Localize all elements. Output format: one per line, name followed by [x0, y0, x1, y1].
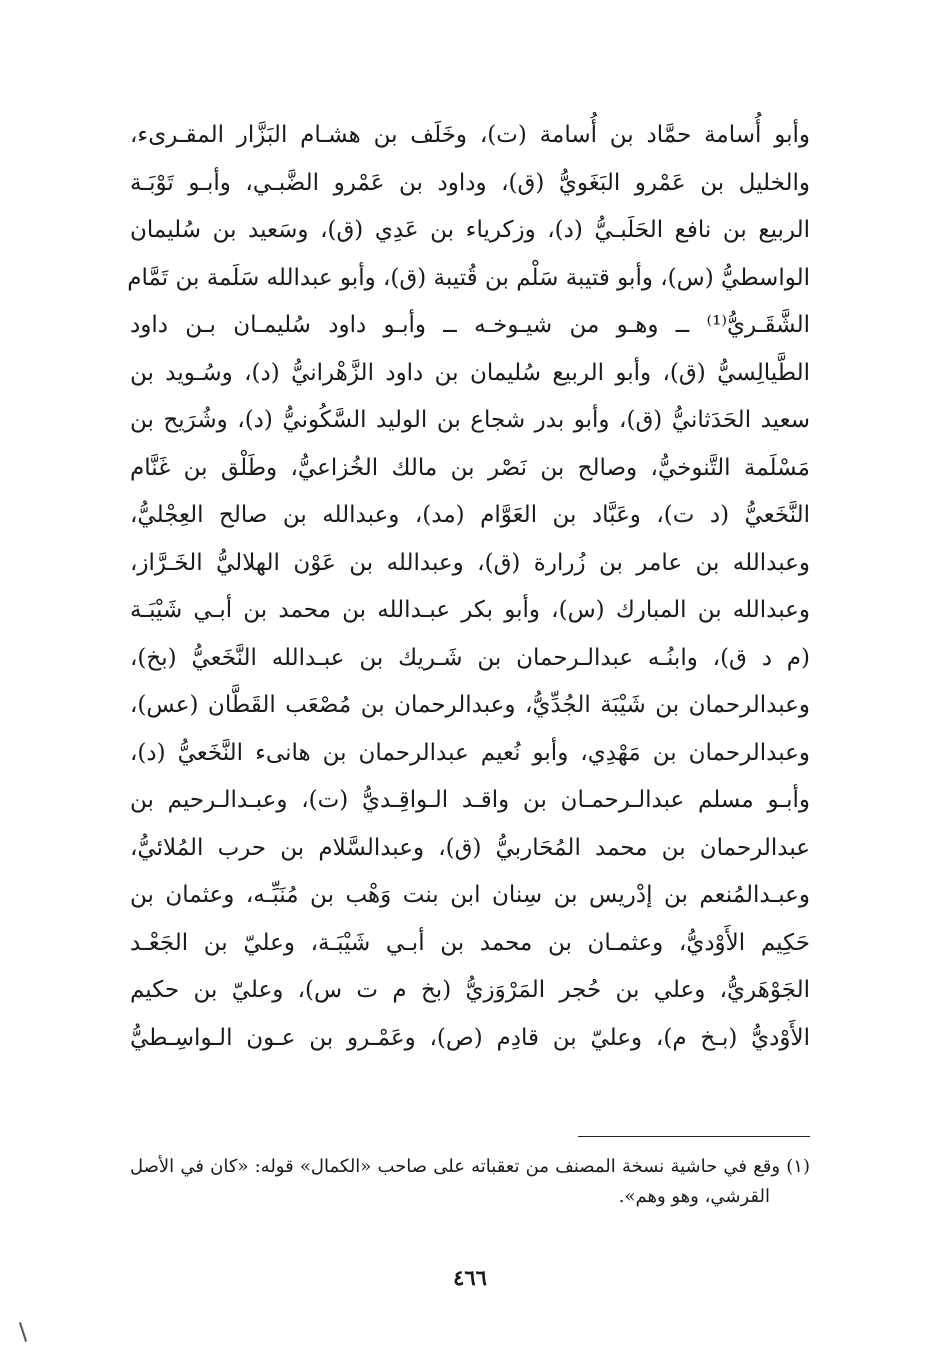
text-line: مَسْلَمة التَّنوخيُّ، وصالح بن نَصْر بن مالك الخُزاعيُّ، وطَلْق بن غَنَّام — [130, 454, 810, 481]
text-line: الواسطيُّ (س)، وأبو قتيبة سَلْم بن قُتيبة (ق)، وأبو عبدالله سَلَمة بن تَمَّام — [127, 264, 810, 291]
text-line: وعبـدالمُنعم بن إدْريس بن سِنان ابن بنت وَهْب بن مُنَبِّـه، وعثمان بن — [130, 882, 810, 908]
footnote-line: القرشي، وهو وهم». — [618, 1186, 770, 1207]
footnote — [130, 1152, 810, 1212]
page-number: ٤٦٦ — [453, 1265, 487, 1290]
text-line: وعبدالرحمان بن شَيْبَة الجُدِّيُّ، وعبدالرحمان بن مُصْعَب القَطَّان (عس)، — [130, 692, 810, 718]
footnote-line: (١) وقع في حاشية نسخة المصنف من تعقباته على صاحب «الكمال» قوله: «كان في الأصل — [130, 1156, 810, 1177]
main-text-block — [127, 112, 810, 1062]
text-line: النَّخَعيُّ (د ت)، وعَبَّاد بن العَوَّام (مد)، وعبدالله بن صالح العِجْليُّ، — [130, 502, 810, 528]
text-line: والخليل بن عَمْرو البَغَويُّ (ق)، وداود بن عَمْرو الضَّبـي، وأبـو تَوْبَـة — [130, 169, 810, 196]
text-line: الأَوْديُّ (بـخ م)، وعليّ بن قادِم (ص)، وعَمْـرو بن عـون الـواسِـطيُّ — [130, 1024, 810, 1051]
text-line: وعبدالله بن المبارك (س)، وأبو بكر عبـدالله بن محمد بن أبـي شَيْبَـة — [130, 597, 810, 623]
text-line: وعبدالرحمان بن مَهْدِي، وأبو نُعيم عبدالرحمان بن هانىء النَّخَعيُّ (د)، — [130, 739, 810, 766]
text-line: وأبـو مسلم عبدالـرحمـان بن واقـد الـواقِـديُّ (ت)، وعبـدالـرحيم بن — [130, 787, 810, 813]
scan-edge-mark — [19, 1322, 27, 1342]
text-line: سعيد الحَدَثانيُّ (ق)، وأبو بدر شجاع بن الوليد السَّكُونيُّ (د)، وشُرَيح بن — [130, 407, 810, 433]
text-line: حَكِيم الأَوْديُّ، وعثمـان بن محمد بن أبـي شَيْبَـة، وعليّ بن الجَعْـد — [130, 929, 810, 956]
text-line: الشَّقَـريُّ⁽¹⁾ ــ وهـو من شيـوخـه ــ وأبـو داود سُليمـان بـن داود — [130, 312, 810, 338]
text-line: الجَوْهَريُّ، وعلي بن حُجر المَرْوَزيُّ (بخ م ت س)، وعليّ بن حكيم — [130, 977, 810, 1003]
footnote-separator — [578, 1136, 810, 1137]
text-line: وأبو أُسامة حمَّاد بن أُسامة (ت)، وخَلَف بن هشـام البَزَّار المقـرىء، — [130, 122, 810, 148]
text-line: الربيع بن نافع الحَلَبـيُّ (د)، وزكرياء بن عَدِي (ق)، وسَعيد بن سُليمان — [130, 217, 810, 243]
text-line: (م د ق)، وابنُـه عبدالـرحمان بن شَـريك بن عبـدالله النَّخَعيُّ (بخ)، — [130, 644, 810, 671]
text-line: عبدالرحمان بن محمد المُحَاربيُّ (ق)، وعبدالسَّلام بن حرب المُلائيُّ، — [130, 834, 810, 861]
text-line: وعبدالله بن عامر بن زُرارة (ق)، وعبدالله بن عَوْن الهلاليُّ الخَـرَّاز، — [130, 549, 810, 576]
text-line: الطَّيالِسيُّ (ق)، وأبو الربيع سُليمان بن داود الزَّهْرانيُّ (د)، وسُـويد بن — [130, 359, 810, 386]
